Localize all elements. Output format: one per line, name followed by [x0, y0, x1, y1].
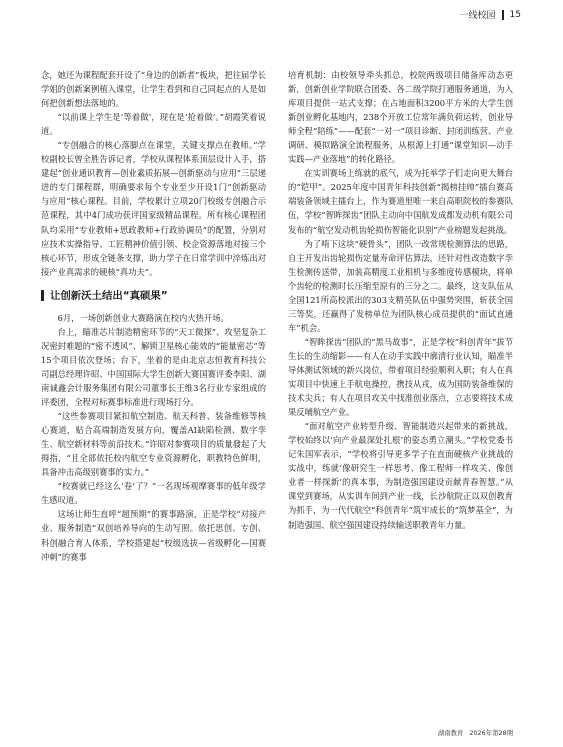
right-paragraph: “面对航空产业转型升级、智能制造兴起带来的新挑战，学校始终以‘向产业最深处扎根’的姿态勇立潮头。”学校党委书记朱国军表示，“学校将引导更多学子在直面硬核产业挑战的实战中，练就‘像研究生一样思考、像工程师一样攻关、像创业者一样探新’的真本事，为制造强国建设贡献青春智慧。”从课堂到赛场，从实训车间到产业一线，长沙航院正以双创教育为抓手，为一代代航空“科创青年”筑牢成长的“筑梦基全”，为制造强国、航空强国建设持续输送职教青年力量。 — [288, 421, 513, 530]
left-paragraph: “这些参赛项目紧扣航空制造、航天科普、装备维修等核心赛道，贴合高端制造发展方向，覆盖AI缺陷检测、数字孪生、航空新材料等前沿技术。”许昭对参赛项目的质量發起了大拇指，“且全部依托校内航空专业资源孵化，职教特色鲜明，具备冲击高级别赛事的实力。” — [41, 411, 266, 478]
right-paragraph: “智眸探齿”团队的“黑马故事”，正是学校“科创青年”拔节生长的生动缩影——有人在动手实践中廓清行业认知，瞄准半导体测试领域的新兴岗位，带着项目经验顺利入职；有人在真实项目中快速上手航电操控，携技从戎，成为国防装备维保的技术尖兵；有人在项目攻关中找准创业落点，立志要将技术成果反哺航空产业。 — [288, 336, 513, 418]
magazine-name: 湖南教育 — [437, 729, 464, 737]
section-name: 一线校园 — [459, 11, 496, 21]
left-paragraph: 台上，瞄准芯片制造精密环节的“天工微探”、攻坚复杂工况密封难题的“密不透风”、解锁卫星核心能效的“能量密芯”等15个项目依次登场；台下，坐着的是由北京志恒教育科技公司副总经理许昭、中国国际大学生创新大赛国赛评委李阳、湖南诚鑫会计服务集团有限公司董事长王维3名行业专家组成的评委团，全程对标赛事标准进行现场打分。 — [41, 326, 266, 408]
section-marker — [41, 290, 44, 301]
page-header — [460, 8, 521, 21]
page-number: 15 — [509, 9, 521, 20]
left-paragraph: “以前课上学生是‘等着做’，现在是‘抢着做’。”胡霞笑着说道。 — [41, 112, 266, 137]
issue-label: 2026年第28期 — [469, 729, 513, 737]
right-paragraph: 在实训赛场上练就的底气，成为托举学子们走向更大舞台的“铠甲”。2025年度中国青年科技创新“揭榜挂帅”擂台赛高端装备领域主擂台上，作为赛道里唯一来自高职院校的参赛队伍，学校“智眸探齿”团队主动向中国航发成都发动机有限公司发布的“航空发动机齿轮损伤智能化识别”产业榜题发起挑战。 — [288, 168, 513, 235]
left-paragraph: “校赛就已经这么‘卷’了？”一名现场观摩赛事的低年级学生感叹道。 — [41, 481, 266, 506]
left-paragraph: 念，她还为课程配套开设了“身边的创新者”板块，把往届学长学姐的创新案例植入课堂，让学生看到和自己同起点的人是如何把创新想法落地的。 — [41, 70, 266, 109]
section-heading — [41, 289, 266, 303]
header-divider — [502, 10, 504, 20]
right-paragraph: 培育机制：由校领导牵头抓总，校院两级项目储备库动态更新，创新创业学院联合团委、各二级学院打通服务通道，为入库项目提供一站式支撑；在占地面积3200平方米的大学生创新创业孵化基地内，238个开放工位常年满负荷运转，创业导师全程“陪练”——配套“一对一”项目诊断、封闭训练营、产业调研、模拟路演全流程服务，从根源上打通“课堂知识—动手实践—产业落地”的转化路径。 — [288, 70, 513, 165]
left-paragraph: 6月，一场创新创业大赛路演在校内火热开场。 — [57, 312, 229, 323]
right-paragraph: 为了啃下这块“硬骨头”，团队一改常规检测算法的思路，自主开发出齿轮损伤定量寿命评估算法，还针对性改造数字孪生检测传送带，加装高精度工业相机与多维度传感模块，将单个齿轮的检测时长压缩至原有的三分之二。最终，这支队伍从全国121所高校派出的303支精英队伍中强势突围，斩获全国三等奖，还赢得了发榜单位为团队核心成员提供的“面试直通车”机会。 — [288, 238, 513, 333]
left-paragraph: “专创融合的核心落脚点在课堂，关键支撑点在教师。”学校副校长曾全胜告诉记者，学校从课程体系顶层设计入手，搭建起“创业通识教育—创业素质拓展—创新驱动与应用”三层递进的专门课程群，明确要求每个专业至少开设1门“创新驱动与应用”核心课程。目前，学校累计立项20门校级专创融合示范课程，其中4门成功获评国家级精品课程。所有核心课程团队均采用“专业教师+思政教师+行政协调员”的配置，分别对应技术实操指导、工匠精神价值引领、校企资源落地对接三个核心环节，形成全链条支撑，助力学子在日常学训中淬炼出对接产业真需求的硬核“真功夫”。 — [41, 140, 266, 277]
left-paragraph: 这场让师生直呼“超预期”的赛事路演，正是学校“对接产业、服务制造”双创培养导向的生动写照。依托思创、专创、科创融合育人体系，学校搭建起“校级选拔—省级孵化—国赛冲刺”的赛事 — [41, 509, 266, 562]
section-title: 让创新沃土结出“真硕果” — [50, 289, 168, 302]
left-column — [41, 68, 266, 564]
page-footer — [438, 728, 513, 737]
right-column — [288, 68, 513, 532]
